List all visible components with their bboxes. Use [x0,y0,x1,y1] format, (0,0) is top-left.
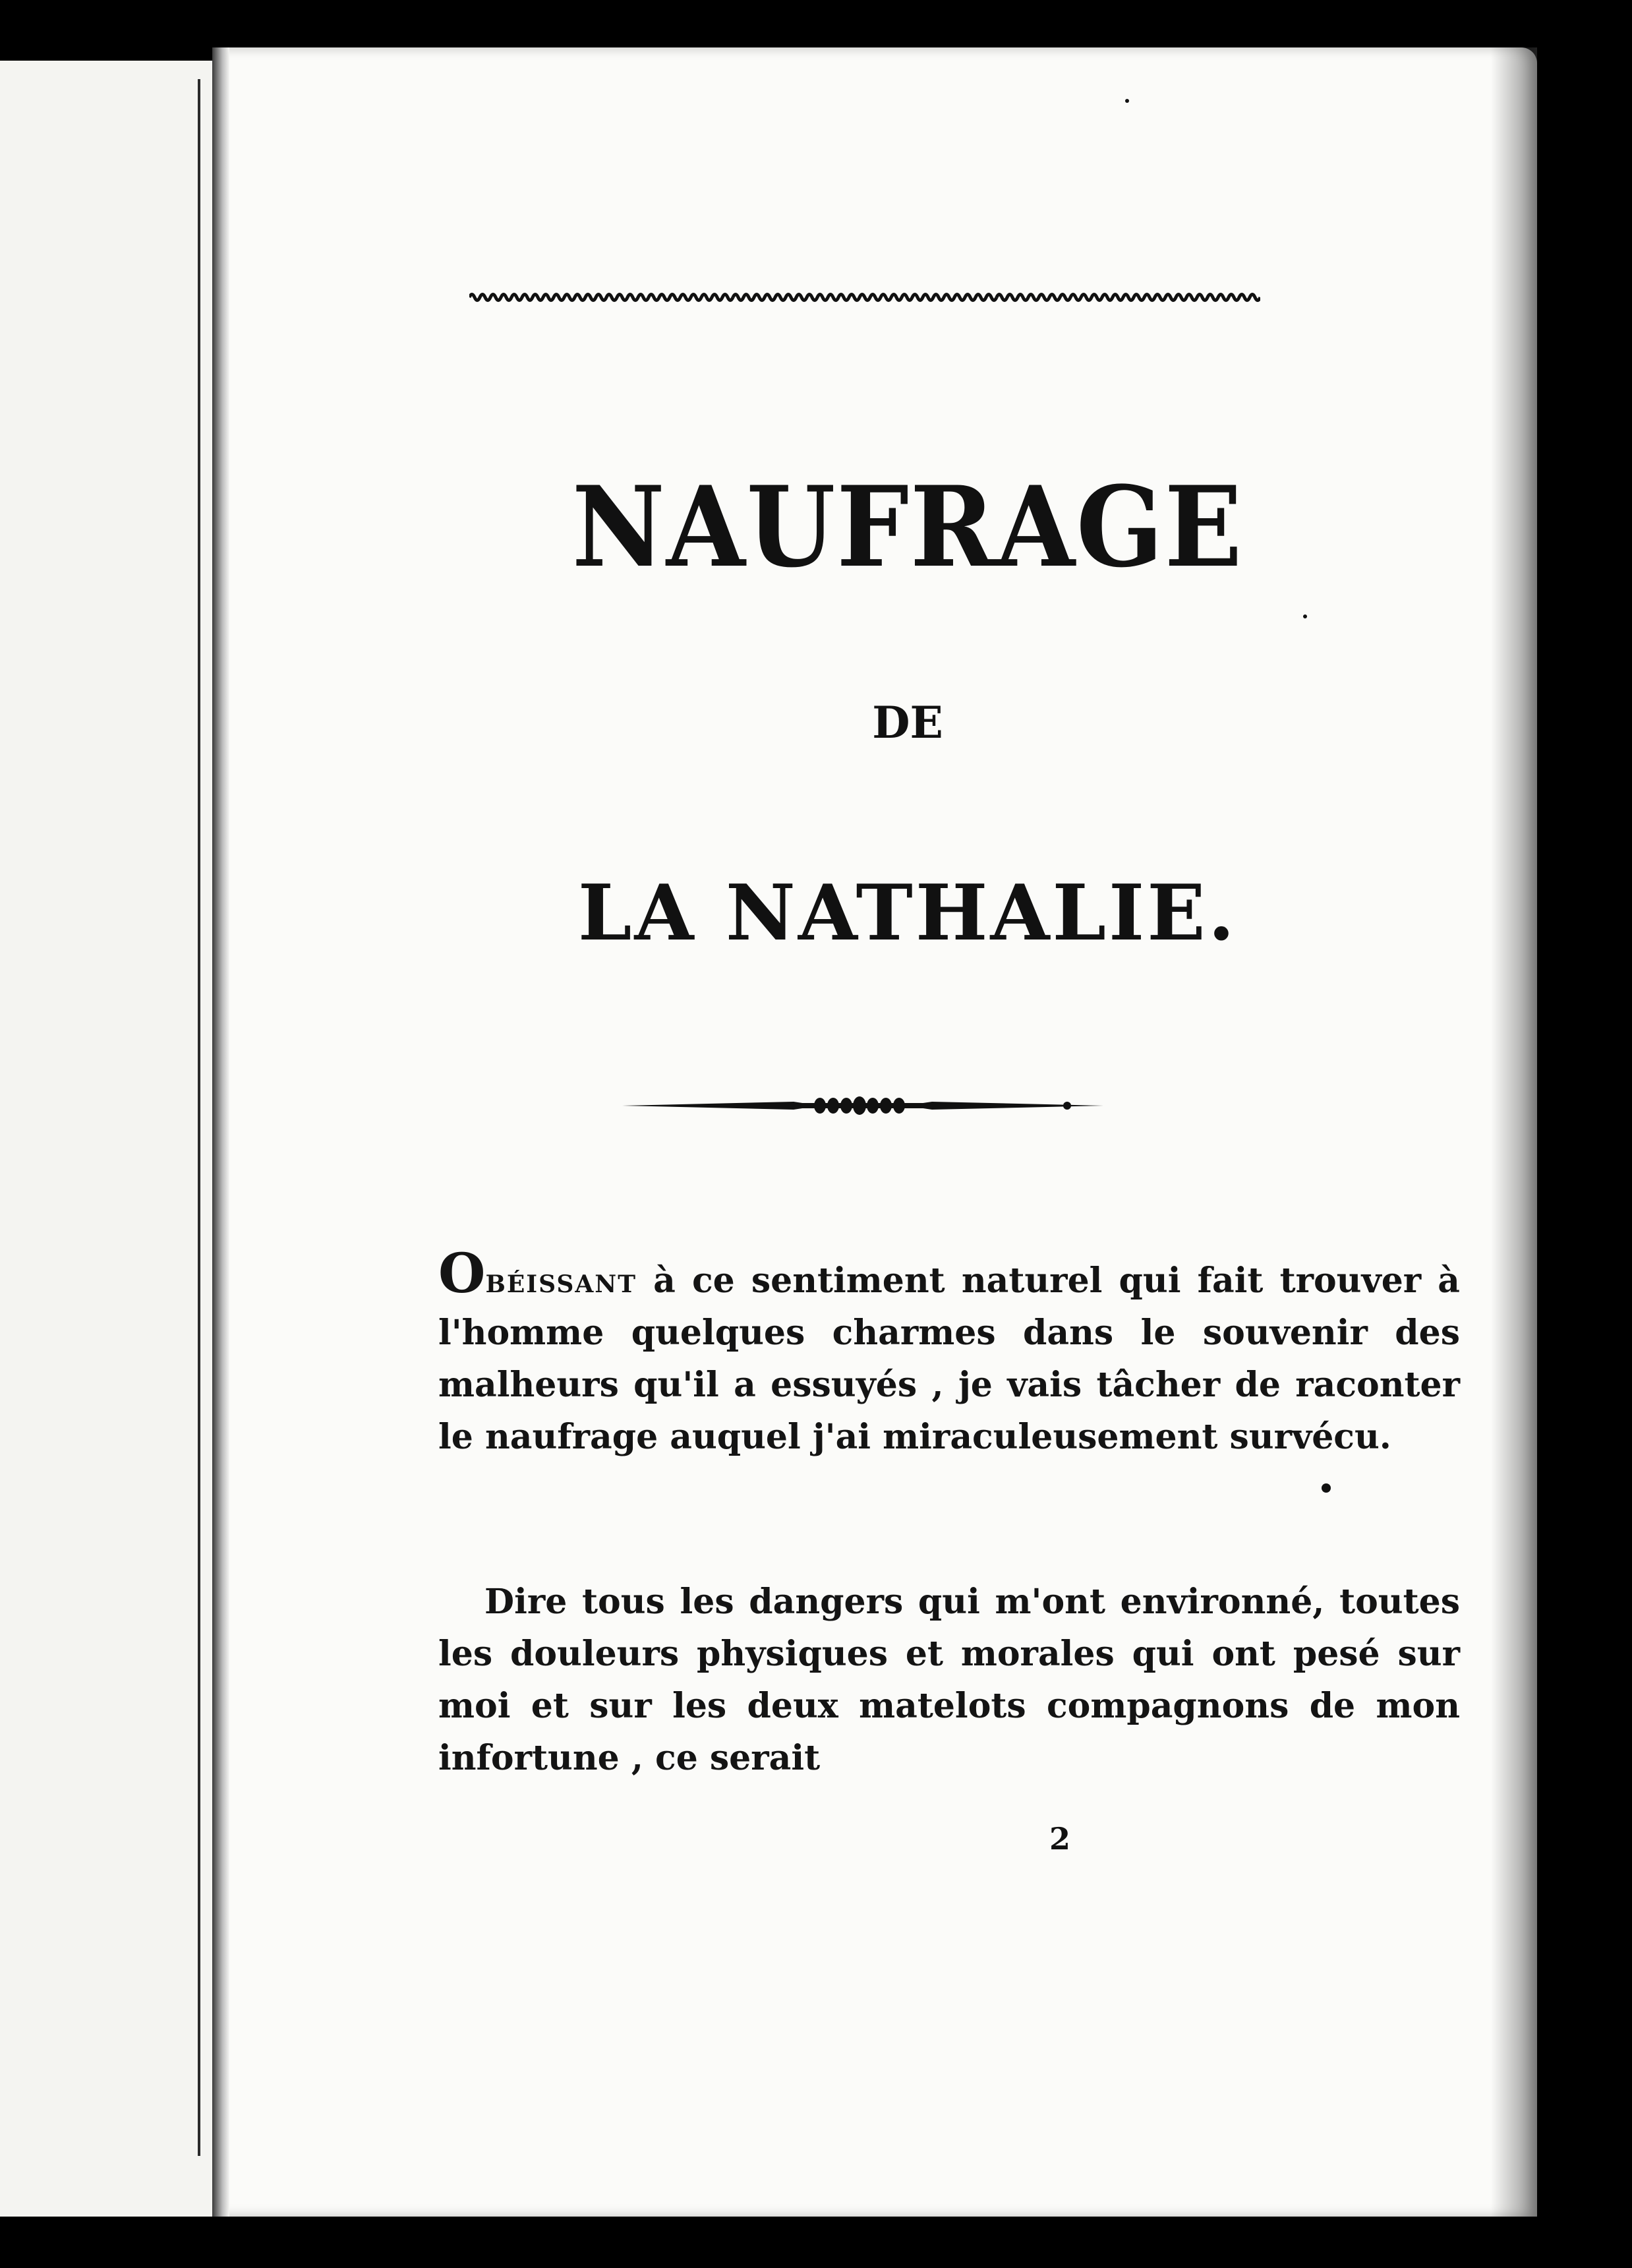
decorative-ornament-rule [622,1092,1103,1119]
decorative-top-rule [469,290,1260,305]
paragraph-1-text: à ce sentiment naturel qui fait trouver à l'homme quelques charmes dans le souvenir des malheurs qu'il a essuyés , je vais tâcher de raconter le naufrage auquel j'ai miraculeusement survécu. [438,1261,1460,1457]
title-subject: LA NATHALIE. [577,868,1238,958]
page-gutter [212,47,229,2217]
paragraph-2: Dire tous les dangers qui m'ont environné, toutes les douleurs physiques et morales qui ont pesé sur moi et sur les deux matelots compagnons de mon infortune , ce serait [438,1582,1460,1778]
paragraph-1 [438,1242,1460,1463]
drop-cap: O [438,1242,486,1305]
small-caps-word: béissant [485,1261,637,1301]
ink-speck [1125,99,1129,103]
page-edge-line [198,79,200,2156]
page-number: 2 [1049,1821,1071,1857]
ink-speck [1322,1483,1331,1493]
book-page [212,47,1537,2217]
title-connector: DE [872,697,943,748]
title-main: NAUFRAGE [571,462,1244,592]
ink-speck [1303,614,1307,618]
left-page-edge [0,61,216,2217]
page-edge-shadow [1491,47,1537,2217]
